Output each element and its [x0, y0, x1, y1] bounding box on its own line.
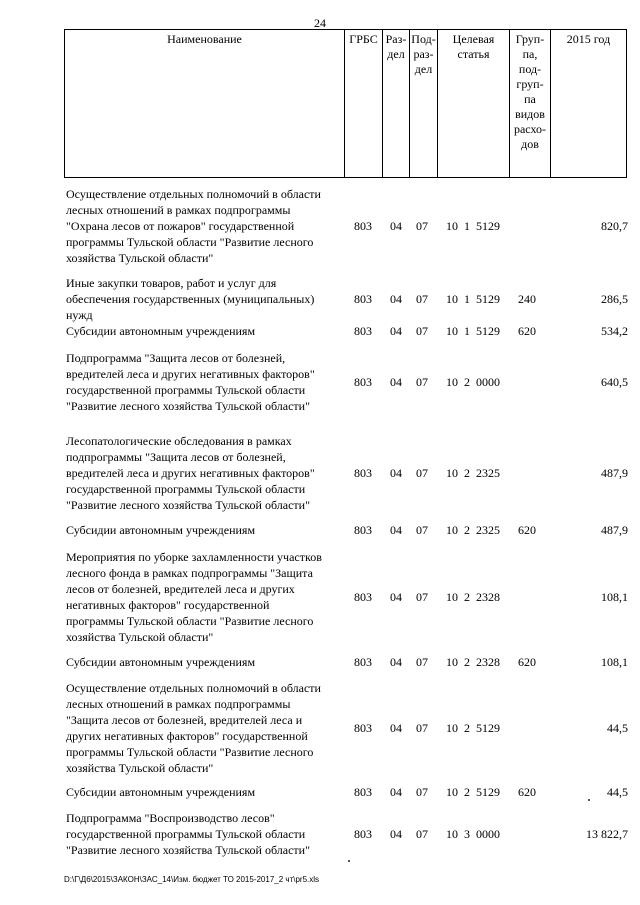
row-amount: 487,9 — [601, 466, 628, 480]
row-podrazdel: 07 — [416, 721, 428, 735]
row-amount: 487,9 — [601, 523, 628, 537]
row-razdel: 04 — [390, 523, 402, 537]
row-podrazdel: 07 — [416, 219, 428, 233]
header-year: 2015 год — [551, 30, 627, 178]
row-amount: 13 822,7 — [586, 827, 628, 841]
header-group: Груп- па, под- груп- па видов расхо- дов — [510, 30, 551, 178]
row-podrazdel: 07 — [416, 827, 428, 841]
row-podrazdel: 07 — [416, 590, 428, 604]
row-grbs: 803 — [354, 590, 372, 604]
table-header — [64, 29, 627, 178]
row-grbs: 803 — [354, 292, 372, 306]
header-grbs: ГРБС — [345, 30, 383, 178]
row-razdel: 04 — [390, 590, 402, 604]
row-name: Лесопатологические обследования в рамках подпрограммы "Защита лесов от болезней, вредителей леса и других негативных факторов" государственной программы Тульской области "Развитие лесного хозяйства Тульской области" — [66, 434, 315, 512]
row-amount: 534,2 — [601, 324, 628, 338]
row-grbs: 803 — [354, 785, 372, 799]
header-podrazdel: Под- раз- дел — [410, 30, 438, 178]
row-razdel: 04 — [390, 219, 402, 233]
row-grbs: 803 — [354, 324, 372, 338]
row-target: 10 1 5129 — [446, 324, 500, 338]
row-razdel: 04 — [390, 655, 402, 669]
scan-speck — [588, 799, 590, 801]
row-grbs: 803 — [354, 219, 372, 233]
row-name: Субсидии автономным учреждениям — [66, 785, 256, 799]
row-amount: 286,5 — [601, 292, 628, 306]
row-grbs: 803 — [354, 827, 372, 841]
row-razdel: 04 — [390, 324, 402, 338]
row-name: Субсидии автономным учреждениям — [66, 523, 256, 537]
row-grbs: 803 — [354, 375, 372, 389]
row-razdel: 04 — [390, 785, 402, 799]
row-name: Осуществление отдельных полномочий в области лесных отношений в рамках подпрограммы "Защита лесов от болезней, вредителей леса и других негативных факторов" государственной программы Тульской области "Развитие лесного хозяйства Тульской области" — [66, 681, 321, 775]
row-target: 10 2 2325 — [446, 523, 500, 537]
row-amount: 108,1 — [601, 655, 628, 669]
row-target: 10 2 2325 — [446, 466, 500, 480]
row-grbs: 803 — [354, 466, 372, 480]
row-name: Субсидии автономным учреждениям — [66, 324, 256, 338]
row-podrazdel: 07 — [416, 523, 428, 537]
row-name: Мероприятия по уборке захламленности участков лесного фонда в рамках подпрограммы "Защита лесов от болезней, вредителей леса и других негативных факторов" государственной программы Тульской области "Развитие лесного хозяйства Тульской области" — [66, 550, 322, 644]
row-target: 10 2 5129 — [446, 721, 500, 735]
page-number: 24 — [314, 16, 326, 30]
row-razdel: 04 — [390, 375, 402, 389]
header-name: Наименование — [65, 30, 345, 178]
header-razdel: Раз- дел — [383, 30, 410, 178]
row-razdel: 04 — [390, 827, 402, 841]
header-target: Целевая статья — [438, 30, 510, 178]
row-group: 240 — [518, 292, 536, 306]
row-group: 620 — [518, 324, 536, 338]
row-group: 620 — [518, 655, 536, 669]
file-path-footer: D:\Г\Д6\2015\ЗАКОН\ЗАС_14\Изм. бюджет ТО 2015-2017_2 чт\pr5.xls — [64, 875, 320, 884]
row-target: 10 3 0000 — [446, 827, 500, 841]
row-podrazdel: 07 — [416, 292, 428, 306]
row-group: 620 — [518, 523, 536, 537]
row-razdel: 04 — [390, 466, 402, 480]
row-target: 10 2 2328 — [446, 590, 500, 604]
row-podrazdel: 07 — [416, 785, 428, 799]
row-podrazdel: 07 — [416, 466, 428, 480]
row-amount: 44,5 — [607, 785, 628, 799]
row-target: 10 2 0000 — [446, 375, 500, 389]
row-podrazdel: 07 — [416, 655, 428, 669]
row-name: Подпрограмма "Защита лесов от болезней, вредителей леса и других негативных факторов" государственной программы Тульской области "Развитие лесного хозяйства Тульской области" — [66, 351, 315, 413]
row-group: 620 — [518, 785, 536, 799]
row-razdel: 04 — [390, 292, 402, 306]
row-amount: 44,5 — [607, 721, 628, 735]
row-podrazdel: 07 — [416, 324, 428, 338]
row-target: 10 1 5129 — [446, 219, 500, 233]
scan-speck — [348, 860, 350, 862]
row-podrazdel: 07 — [416, 375, 428, 389]
row-grbs: 803 — [354, 655, 372, 669]
row-amount: 820,7 — [601, 219, 628, 233]
row-grbs: 803 — [354, 523, 372, 537]
row-grbs: 803 — [354, 721, 372, 735]
row-amount: 640,5 — [601, 375, 628, 389]
row-name: Осуществление отдельных полномочий в области лесных отношений в рамках подпрограммы "Охрана лесов от пожаров" государственной программы Тульской области "Развитие лесного хозяйства Тульской области" — [66, 187, 321, 265]
row-name: Подпрограмма "Воспроизводство лесов" государственной программы Тульской области "Развитие лесного хозяйства Тульской области" — [66, 811, 310, 857]
row-target: 10 1 5129 — [446, 292, 500, 306]
row-target: 10 2 5129 — [446, 785, 500, 799]
row-amount: 108,1 — [601, 590, 628, 604]
row-name: Субсидии автономным учреждениям — [66, 655, 256, 669]
row-razdel: 04 — [390, 721, 402, 735]
row-target: 10 2 2328 — [446, 655, 500, 669]
row-name: Иные закупки товаров, работ и услуг для обеспечения государственных (муниципальных) нужд — [66, 276, 315, 322]
